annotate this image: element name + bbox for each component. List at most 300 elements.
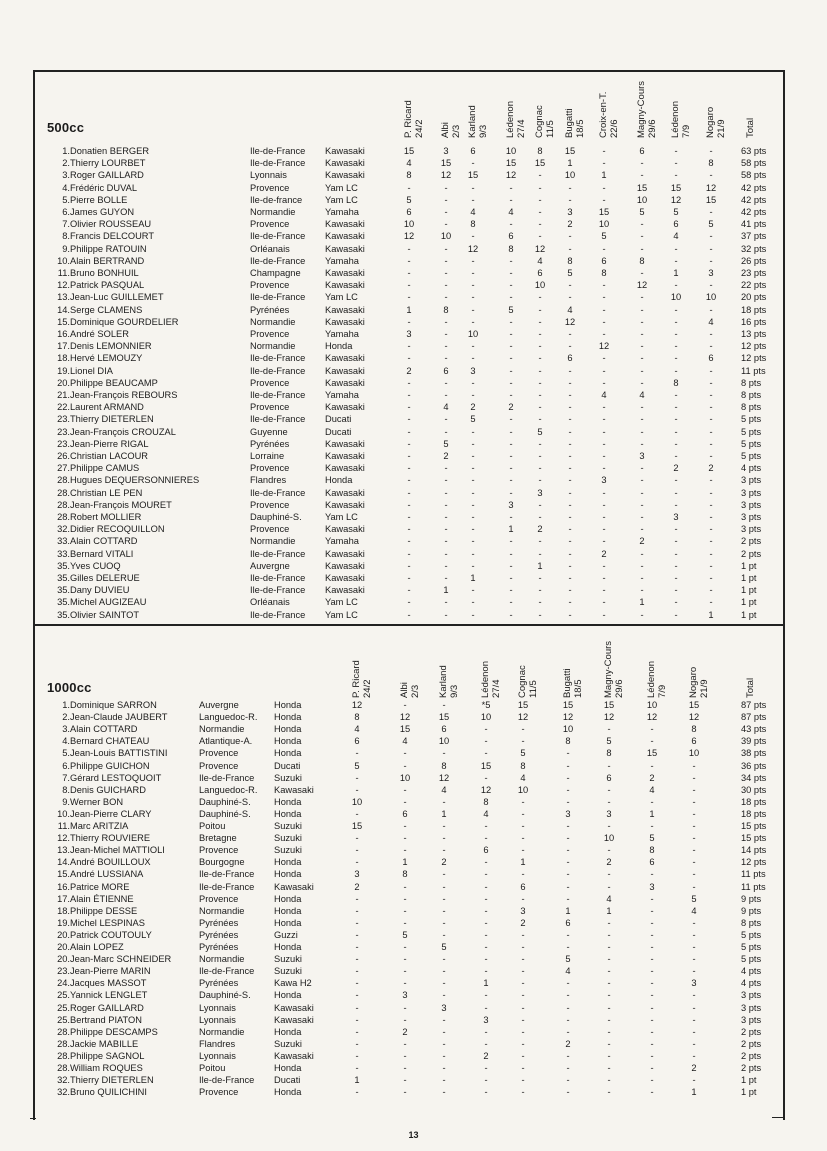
race-points: -: [674, 329, 678, 339]
rider-name: Gérard LESTOQUOIT: [70, 772, 162, 783]
race-points: -: [403, 954, 407, 965]
race-points: -: [650, 1075, 654, 1086]
rider-name: André LUSSIANA: [70, 869, 144, 880]
race-points: -: [650, 917, 654, 928]
race-points: -: [709, 451, 713, 461]
race-points: -: [442, 893, 446, 904]
race-points: -: [538, 499, 542, 510]
rider-region: Provence: [250, 499, 290, 510]
race-points: 10: [438, 736, 450, 747]
race-points: -: [650, 1014, 654, 1025]
race-points: 6: [537, 268, 543, 278]
race-points: -: [692, 833, 696, 844]
rider-name: Serge CLAMENS: [70, 304, 143, 315]
race-points: -: [640, 304, 644, 315]
race-points: 2: [470, 402, 476, 413]
race-points: -: [640, 475, 644, 486]
total-points: 63 pts: [741, 146, 767, 156]
rank: 7.: [62, 219, 70, 230]
rider-region: Ile-de-France: [199, 869, 255, 880]
rider-name: Bruno QUILICHINI: [70, 1087, 147, 1098]
race-points: -: [471, 158, 475, 169]
race-points: -: [602, 512, 606, 522]
race-points: -: [471, 426, 475, 437]
rider-region: Ile-de-France: [199, 772, 255, 783]
rider-region: Normandie: [250, 316, 296, 327]
race-points: 5: [601, 231, 607, 242]
standings-1000cc: [33, 626, 783, 1118]
race-points: 10: [646, 700, 658, 710]
rank: 5.: [62, 194, 70, 205]
table-row: [33, 711, 783, 723]
race-points: -: [640, 585, 644, 596]
race-points: -: [403, 700, 407, 710]
rider-region: Poitou: [199, 821, 226, 831]
race-points: -: [674, 438, 678, 449]
race-points: -: [709, 548, 713, 559]
race-points: 8: [441, 760, 447, 771]
total-points: 3 pts: [741, 1002, 762, 1013]
race-points: -: [403, 917, 407, 928]
rider-bike: Kawasaki: [325, 231, 365, 242]
race-points: -: [444, 194, 448, 205]
page-number: 13: [408, 1130, 419, 1140]
race-points: -: [444, 268, 448, 278]
race-points: -: [640, 512, 644, 522]
race-points: -: [509, 512, 513, 522]
race-points: 6: [443, 365, 449, 376]
rider-name: Jackie MABILLE: [70, 1038, 139, 1049]
rider-name: Thierry DIETERLEN: [70, 414, 154, 425]
race-points: -: [407, 536, 411, 547]
race-points: -: [674, 609, 678, 620]
rank: 25.: [57, 990, 70, 1001]
rider-name: Philippe CAMUS: [70, 463, 140, 474]
rider-region: Provence: [250, 524, 290, 535]
race-points: -: [471, 597, 475, 608]
rider-region: Pyrénées: [199, 929, 239, 940]
race-points: -: [709, 585, 713, 596]
race-points: 12: [517, 712, 529, 723]
race-points: -: [484, 1063, 488, 1073]
race-points: -: [407, 451, 411, 461]
race-points: -: [442, 833, 446, 844]
race-points: 1: [402, 857, 408, 868]
total-points: 22 pts: [741, 280, 767, 291]
race-points: 2: [441, 857, 447, 868]
race-points: -: [538, 207, 542, 217]
rider-name: Philippe RATOUIN: [70, 243, 147, 254]
table-row: [33, 243, 783, 255]
race-points: 15: [438, 712, 450, 723]
race-points: 2: [402, 1026, 408, 1037]
race-points: -: [607, 784, 611, 795]
race-points: -: [709, 146, 713, 156]
race-points: -: [509, 365, 513, 376]
race-points: -: [692, 772, 696, 783]
rider-region: Auvergne: [250, 560, 290, 571]
table-row: [33, 157, 783, 169]
race-points: -: [674, 597, 678, 608]
rider-name: Jean-Marc SCHNEIDER: [70, 954, 172, 965]
rider-name: Jean-Michel MATTIOLI: [70, 845, 165, 856]
race-points: -: [355, 845, 359, 856]
rank: 28.: [57, 499, 70, 510]
column-header: Lédenon 7/9: [646, 661, 668, 698]
total-points: 26 pts: [741, 255, 767, 266]
race-points: -: [509, 219, 513, 230]
rider-name: Jean-François REBOURS: [70, 390, 178, 400]
total-points: 2 pts: [741, 1063, 762, 1073]
race-points: -: [442, 917, 446, 928]
rider-region: Languedoc-R.: [199, 784, 258, 795]
race-points: -: [640, 402, 644, 413]
rider-bike: Honda: [274, 1026, 302, 1037]
race-points: -: [602, 292, 606, 303]
race-points: -: [650, 954, 654, 965]
rider-name: Bruno BONHUIL: [70, 268, 139, 278]
race-points: -: [407, 597, 411, 608]
rider-bike: Yam LC: [325, 182, 358, 193]
rider-bike: Guzzi: [274, 929, 298, 940]
race-points: -: [407, 390, 411, 400]
total-points: 38 pts: [741, 748, 767, 759]
race-points: -: [650, 1087, 654, 1098]
table-row: [33, 1014, 783, 1026]
race-points: -: [509, 292, 513, 303]
rider-bike: Honda: [274, 869, 302, 880]
total-points: 5 pts: [741, 929, 762, 940]
race-points: -: [602, 499, 606, 510]
rider-bike: Yamaha: [325, 390, 359, 400]
race-points: -: [407, 512, 411, 522]
race-points: -: [566, 857, 570, 868]
race-points: -: [471, 524, 475, 535]
table-row: [33, 977, 783, 989]
race-points: -: [640, 158, 644, 169]
race-points: -: [444, 243, 448, 254]
section-title-1000cc: 1000cc: [47, 680, 92, 695]
section-title-500cc: 500cc: [47, 120, 85, 135]
race-points: -: [602, 426, 606, 437]
rank: 28.: [57, 1038, 70, 1049]
table-row: [33, 844, 783, 856]
race-points: -: [538, 609, 542, 620]
race-points: 8: [691, 724, 697, 735]
rider-bike: Yamaha: [325, 329, 359, 339]
rider-name: James GUYON: [70, 207, 135, 217]
race-points: 3: [406, 329, 412, 339]
race-points: -: [471, 194, 475, 205]
total-points: 1 pt: [741, 560, 757, 571]
race-points: -: [471, 548, 475, 559]
table-row: [33, 1074, 783, 1086]
race-points: 2: [708, 463, 714, 474]
rider-bike: Honda: [274, 748, 302, 759]
race-points: -: [521, 929, 525, 940]
race-points: 12: [603, 712, 615, 723]
race-points: -: [538, 316, 542, 327]
rank: 4.: [62, 182, 70, 193]
race-points: -: [471, 499, 475, 510]
race-points: -: [355, 893, 359, 904]
total-points: 14 pts: [741, 845, 767, 856]
race-points: -: [471, 353, 475, 364]
rider-bike: Kawa H2: [274, 978, 312, 989]
race-points: -: [407, 426, 411, 437]
race-points: -: [650, 929, 654, 940]
column-header: Bugatti 18/5: [564, 108, 586, 138]
race-points: -: [674, 524, 678, 535]
race-points: -: [568, 499, 572, 510]
race-points: 6: [649, 857, 655, 868]
total-points: 16 pts: [741, 316, 767, 327]
race-points: -: [471, 341, 475, 352]
race-points: -: [444, 207, 448, 217]
race-points: -: [355, 978, 359, 989]
table-row: [33, 377, 783, 389]
race-points: 1: [406, 304, 412, 315]
race-points: -: [521, 1038, 525, 1049]
race-points: 15: [403, 146, 415, 156]
race-points: -: [566, 881, 570, 892]
race-points: -: [568, 597, 572, 608]
table-row: [33, 548, 783, 560]
race-points: 2: [443, 451, 449, 461]
race-points: -: [509, 609, 513, 620]
total-points: 5 pts: [741, 954, 762, 965]
race-points: -: [407, 280, 411, 291]
rank: 14.: [57, 857, 70, 868]
race-points: 8: [508, 243, 514, 254]
race-points: -: [602, 536, 606, 547]
rider-name: Jean-Louis BATTISTINI: [70, 748, 168, 759]
race-points: 3: [537, 487, 543, 498]
race-points: 8: [565, 736, 571, 747]
race-points: -: [509, 438, 513, 449]
race-points: -: [444, 219, 448, 230]
race-points: -: [568, 390, 572, 400]
rank: 20.: [57, 942, 70, 952]
race-points: -: [674, 280, 678, 291]
rider-bike: Kawasaki: [325, 560, 365, 571]
total-points: 20 pts: [741, 292, 767, 303]
race-points: -: [709, 304, 713, 315]
race-points: -: [444, 353, 448, 364]
column-header: P. Ricard 24/2: [351, 660, 373, 698]
race-points: -: [692, 1002, 696, 1013]
rank: 28.: [57, 512, 70, 522]
race-points: -: [538, 377, 542, 388]
rider-name: Roger GAILLARD: [70, 1002, 144, 1013]
total-points: 8 pts: [741, 402, 762, 413]
rider-bike: Yamaha: [325, 255, 359, 266]
rider-name: Olivier ROUSSEAU: [70, 219, 152, 230]
rider-name: Denis LEMONNIER: [70, 341, 152, 352]
table-row: [33, 316, 783, 328]
race-points: 1: [567, 158, 573, 169]
rank: 4.: [62, 736, 70, 747]
race-points: -: [602, 194, 606, 205]
race-points: 4: [567, 304, 573, 315]
rank: 20.: [57, 929, 70, 940]
rider-region: Ile-de-France: [250, 255, 306, 266]
rider-name: Patrice MORE: [70, 881, 130, 892]
total-points: 15 pts: [741, 833, 767, 844]
rank: 35.: [57, 573, 70, 583]
rider-name: Michel LESPINAS: [70, 917, 145, 928]
race-points: -: [538, 438, 542, 449]
race-points: -: [444, 341, 448, 352]
race-points: -: [471, 292, 475, 303]
race-points: 4: [673, 231, 679, 242]
race-points: -: [521, 821, 525, 831]
race-points: -: [444, 292, 448, 303]
total-points: 8 pts: [741, 390, 762, 400]
race-points: -: [709, 512, 713, 522]
race-points: -: [538, 463, 542, 474]
race-points: -: [407, 268, 411, 278]
race-points: 6: [354, 736, 360, 747]
race-points: -: [509, 329, 513, 339]
race-points: -: [640, 341, 644, 352]
race-points: 6: [402, 808, 408, 819]
table-row: [33, 535, 783, 547]
race-points: -: [403, 905, 407, 916]
race-points: -: [403, 1050, 407, 1061]
race-points: 6: [567, 353, 573, 364]
race-points: 15: [688, 700, 700, 710]
rider-bike: Kawasaki: [325, 304, 365, 315]
race-points: -: [692, 784, 696, 795]
rider-region: Provence: [250, 377, 290, 388]
race-points: 10: [670, 292, 682, 303]
race-points: -: [709, 438, 713, 449]
race-points: 12: [467, 243, 479, 254]
race-points: -: [650, 869, 654, 880]
race-points: -: [709, 207, 713, 217]
rider-bike: Kawasaki: [274, 1050, 314, 1061]
race-points: -: [602, 414, 606, 425]
race-points: -: [442, 905, 446, 916]
total-points: 5 pts: [741, 438, 762, 449]
race-points: 4: [537, 255, 543, 266]
race-points: 15: [467, 170, 479, 181]
rider-bike: Kawasaki: [325, 438, 365, 449]
race-points: -: [442, 869, 446, 880]
race-points: -: [471, 536, 475, 547]
table-row: [33, 487, 783, 499]
rider-bike: Yam LC: [325, 512, 358, 522]
rank: 28.: [57, 475, 70, 486]
race-points: -: [568, 402, 572, 413]
race-points: -: [568, 560, 572, 571]
race-points: 3: [691, 978, 697, 989]
race-points: -: [509, 451, 513, 461]
rider-name: Jean-Pierre MARIN: [70, 966, 151, 977]
rider-bike: Kawasaki: [325, 365, 365, 376]
race-points: 15: [399, 724, 411, 735]
race-points: -: [403, 893, 407, 904]
rank: 1.: [62, 700, 70, 710]
race-points: -: [484, 748, 488, 759]
table-row: [33, 279, 783, 291]
race-points: 10: [505, 146, 517, 156]
race-points: 10: [562, 724, 574, 735]
race-points: -: [538, 182, 542, 193]
race-points: -: [471, 255, 475, 266]
rider-bike: Kawasaki: [325, 463, 365, 474]
race-points: 2: [508, 402, 514, 413]
total-points: 12 pts: [741, 353, 767, 364]
race-points: -: [674, 585, 678, 596]
race-points: -: [509, 316, 513, 327]
race-points: -: [538, 414, 542, 425]
race-points: 8: [673, 377, 679, 388]
race-points: -: [471, 451, 475, 461]
race-points: 10: [480, 712, 492, 723]
race-points: -: [568, 182, 572, 193]
race-points: -: [692, 857, 696, 868]
column-header: Magny-Cours 29/6: [636, 80, 658, 138]
rank: 6.: [62, 207, 70, 217]
race-points: 1: [441, 808, 447, 819]
rider-bike: Kawasaki: [325, 451, 365, 461]
race-points: 4: [508, 207, 514, 217]
total-points: 3 pts: [741, 499, 762, 510]
race-points: 1: [508, 524, 514, 535]
race-points: -: [484, 954, 488, 965]
race-points: 6: [601, 255, 607, 266]
race-points: -: [709, 499, 713, 510]
race-points: -: [640, 560, 644, 571]
race-points: -: [407, 292, 411, 303]
race-points: -: [355, 929, 359, 940]
race-points: 12: [636, 280, 648, 291]
rider-bike: Honda: [274, 736, 302, 747]
race-points: -: [640, 231, 644, 242]
race-points: -: [442, 1014, 446, 1025]
rider-region: Ile-de-France: [250, 353, 306, 364]
race-points: -: [509, 182, 513, 193]
race-points: 6: [673, 219, 679, 230]
race-points: -: [407, 255, 411, 266]
race-points: -: [602, 402, 606, 413]
table-row: [33, 352, 783, 364]
race-points: -: [566, 784, 570, 795]
race-points: -: [538, 475, 542, 486]
race-points: -: [607, 1002, 611, 1013]
race-points: 10: [564, 170, 576, 181]
rider-name: Hervé LEMOUZY: [70, 353, 143, 364]
table-row: [33, 820, 783, 832]
total-points: 4 pts: [741, 463, 762, 474]
race-points: -: [607, 929, 611, 940]
race-points: -: [566, 1050, 570, 1061]
race-points: -: [538, 597, 542, 608]
race-points: -: [568, 487, 572, 498]
race-points: 8: [406, 170, 412, 181]
rider-region: Ile-de-France: [250, 487, 306, 498]
race-points: -: [607, 760, 611, 771]
column-header: Bugatti 18/5: [562, 668, 584, 698]
race-points: -: [640, 377, 644, 388]
race-points: -: [602, 377, 606, 388]
race-points: -: [566, 990, 570, 1001]
table-row: [33, 723, 783, 735]
race-points: -: [471, 560, 475, 571]
race-points: -: [407, 548, 411, 559]
